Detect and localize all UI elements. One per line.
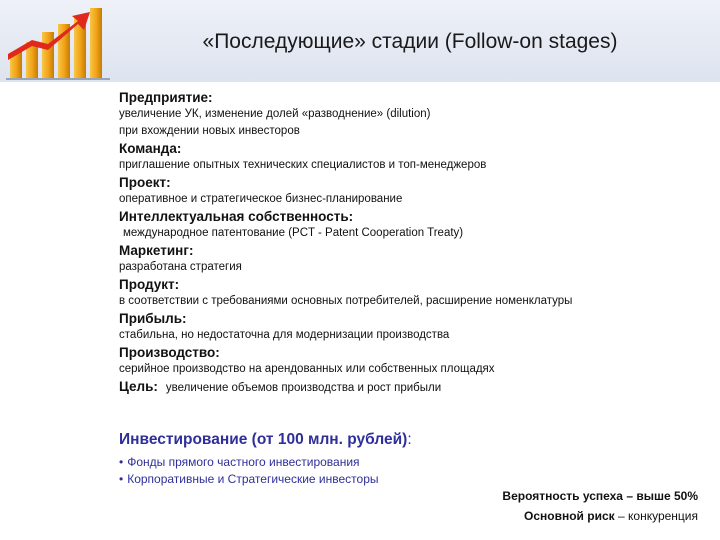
product-heading: Продукт:: [119, 277, 180, 292]
team-line: приглашение опытных технических специалистов и топ-менеджеров: [119, 159, 487, 171]
enterprise-line-2: при вхождении новых инвесторов: [119, 125, 300, 137]
main-risk: [524, 509, 698, 523]
production-heading: Производство:: [119, 345, 220, 360]
investment-bullet-2: [119, 472, 379, 486]
marketing-heading: Маркетинг:: [119, 243, 194, 258]
product-line: в соответствии с требованиями основных потребителей, расширение номенклатуры: [119, 295, 573, 307]
investment-title: [119, 431, 412, 449]
profit-line: стабильна, но недостаточна для модернизации производства: [119, 329, 450, 341]
project-line: оперативное и стратегическое бизнес-планирование: [119, 193, 403, 205]
team-heading: Команда:: [119, 141, 182, 156]
investment-title-text: Инвестирование (от 100 млн. рублей): [119, 431, 408, 448]
investment-bullet-1: [119, 455, 360, 469]
success-label: Вероятность успеха –: [502, 489, 633, 503]
risk-label: Основной риск: [524, 509, 615, 523]
success-value: выше 50%: [636, 489, 698, 503]
investment-title-colon: :: [407, 431, 412, 448]
bullet-marker: •: [119, 455, 124, 469]
bullet-marker: •: [119, 472, 124, 486]
goal-row: [119, 378, 709, 397]
page-title: «Последующие» стадии (Follow-on stages): [202, 30, 618, 53]
marketing-line: разработана стратегия: [119, 261, 242, 273]
stage-details: [119, 89, 709, 397]
goal-heading: Цель:: [119, 379, 158, 394]
ip-line: международное патентование (PCT - Patent Cooperation Treaty): [123, 227, 464, 239]
production-line: серийное производство на арендованных или собственных площадях: [119, 363, 495, 375]
enterprise-heading: Предприятие:: [119, 90, 213, 105]
enterprise-line-1: увеличение УК, изменение долей «разводнение» (dilution): [119, 108, 431, 120]
ip-heading: Интеллектуальная собственность:: [119, 209, 354, 224]
investment-bullet-text: Фонды прямого частного инвестирования: [127, 455, 360, 469]
project-heading: Проект:: [119, 175, 171, 190]
success-probability: [502, 489, 698, 503]
investment-bullet-text: Корпоративные и Стратегические инвесторы: [127, 472, 379, 486]
risk-value: – конкуренция: [618, 509, 698, 523]
profit-heading: Прибыль:: [119, 311, 187, 326]
growth-chart-icon: [6, 2, 110, 80]
goal-text: увеличение объемов производства и рост прибыли: [165, 382, 442, 394]
